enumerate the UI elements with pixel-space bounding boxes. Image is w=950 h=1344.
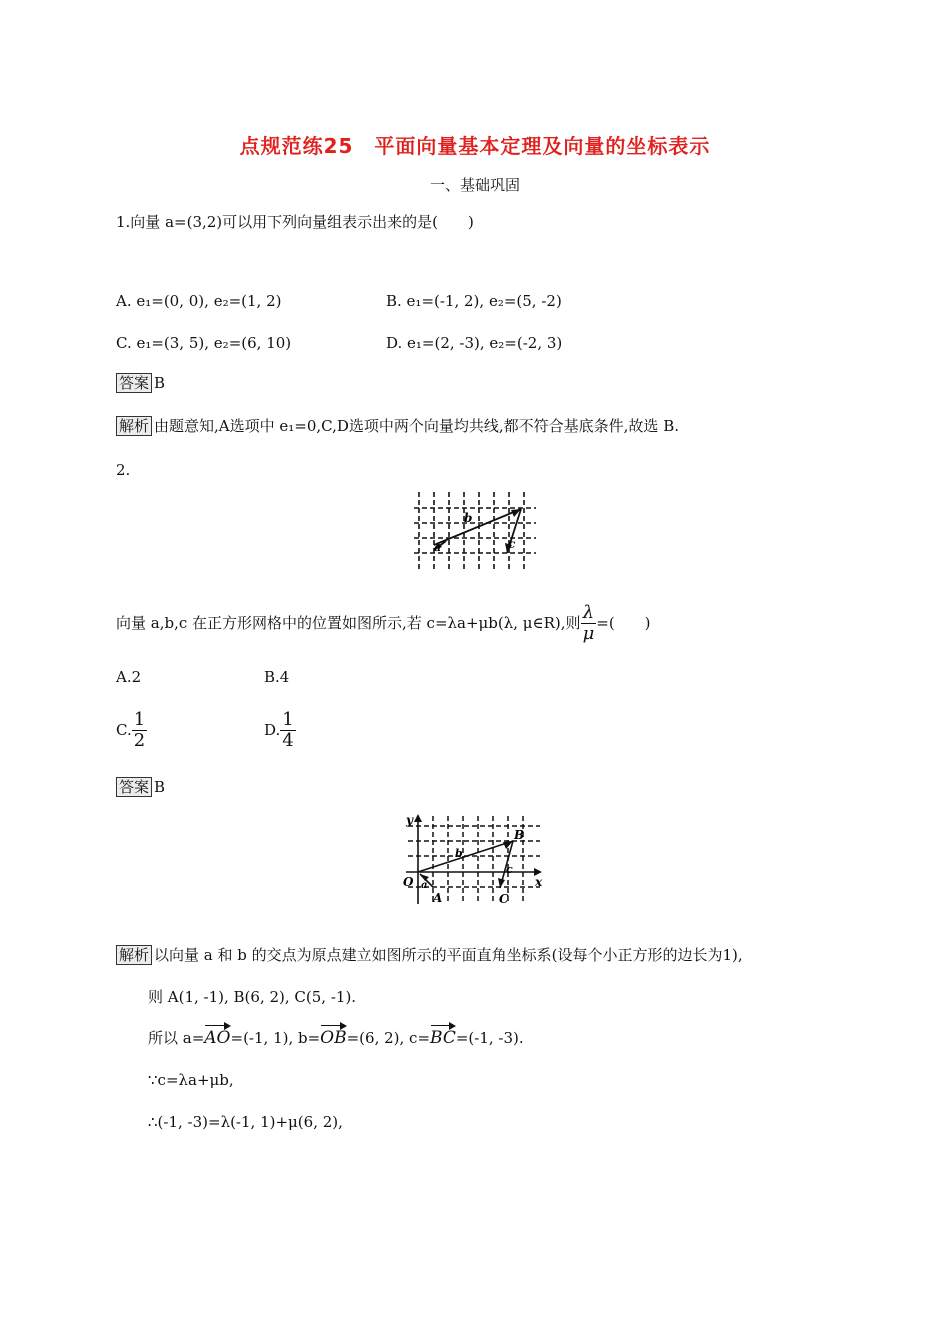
q2-option-a: A.2	[116, 668, 142, 686]
analysis-tag: 解析	[116, 945, 152, 965]
option-d-fraction	[280, 710, 295, 751]
fig1-label-a: a	[434, 541, 442, 554]
q2-stem-text: 向量 a,b,c 在正方形网格中的位置如图所示,若 c=λa+μb(λ, μ∈R),则	[116, 614, 581, 632]
q2-option-d	[264, 708, 296, 752]
option-d-prefix: D.	[264, 721, 281, 739]
vector-BC: BC	[430, 1020, 456, 1048]
q2-option-b: B.4	[264, 668, 290, 686]
analysis-line-1: 以向量 a 和 b 的交点为原点建立如图所示的平面直角坐标系(设每个小正方形的边长为1),	[154, 946, 743, 964]
line3-prefix: 所以 a=	[148, 1029, 205, 1047]
q2-coordinate-figure	[400, 810, 550, 908]
q2-analysis	[116, 945, 743, 965]
q2-stem	[116, 603, 651, 643]
fig2-label-A: A	[433, 891, 443, 905]
line3-end: =(-1, -3).	[455, 1029, 524, 1047]
fig2-label-a: a	[421, 880, 428, 891]
analysis-tag: 解析	[116, 416, 152, 436]
q2-stem-end: =( )	[596, 614, 651, 632]
q2-grid-figure	[412, 490, 538, 572]
section-heading: 一、基础巩固	[429, 176, 520, 194]
fig2-label-c: c	[506, 863, 513, 876]
fig2-label-B: B	[514, 828, 525, 842]
q1-option-b: B. e₁=(-1, 2), e₂=(5, -2)	[386, 292, 562, 310]
vector-OB: OB	[320, 1020, 346, 1048]
option-d-den: 4	[282, 729, 294, 751]
fig2-label-O: O	[403, 875, 414, 889]
vector-AO: AO	[204, 1020, 230, 1048]
option-c-num: 1	[133, 708, 146, 730]
fig2-label-b: b	[455, 847, 463, 860]
option-c-den: 2	[133, 729, 146, 751]
q1-option-a: A. e₁=(0, 0), e₂=(1, 2)	[116, 292, 282, 310]
answer-tag: 答案	[116, 373, 152, 393]
fig1-label-b: b	[464, 511, 473, 525]
answer-value: B	[154, 778, 166, 796]
analysis-line-3	[148, 1020, 524, 1048]
y-axis-arrow	[414, 814, 422, 822]
option-c-fraction	[132, 710, 147, 751]
q1-answer	[116, 373, 165, 393]
fig2-label-y: y	[406, 813, 413, 827]
line3-mid1: =(-1, 1), b=	[230, 1029, 321, 1047]
answer-value: B	[154, 374, 166, 392]
analysis-text: 由题意知,A选项中 e₁=0,C,D选项中两个向量均共线,都不符合基底条件,故选 B.	[154, 417, 679, 435]
frac-denominator: μ	[582, 622, 595, 644]
fig1-label-c: c	[508, 537, 516, 551]
frac-numerator: λ	[582, 601, 595, 623]
q1-stem: 1.向量 a=(3,2)可以用下列向量组表示出来的是( )	[116, 213, 474, 231]
fig2-label-x: x	[535, 875, 543, 889]
q2-number: 2.	[116, 461, 131, 479]
lambda-over-mu	[581, 603, 597, 644]
q1-option-d: D. e₁=(2, -3), e₂=(-2, 3)	[386, 334, 563, 352]
option-d-num: 1	[282, 708, 294, 730]
q2-option-c	[116, 708, 147, 752]
page-title: 点规范练25 平面向量基本定理及向量的坐标表示	[239, 134, 711, 158]
analysis-line-2: 则 A(1, -1), B(6, 2), C(5, -1).	[148, 988, 357, 1006]
fig2-label-C: C	[499, 892, 509, 906]
option-c-prefix: C.	[116, 721, 132, 739]
analysis-line-5: ∴(-1, -3)=λ(-1, 1)+μ(6, 2),	[148, 1113, 343, 1131]
answer-tag: 答案	[116, 777, 152, 797]
analysis-line-4: ∵c=λa+μb,	[148, 1071, 234, 1089]
q1-analysis	[116, 416, 679, 436]
q1-option-c: C. e₁=(3, 5), e₂=(6, 10)	[116, 334, 292, 352]
q2-answer	[116, 777, 165, 797]
line3-mid2: =(6, 2), c=	[346, 1029, 431, 1047]
